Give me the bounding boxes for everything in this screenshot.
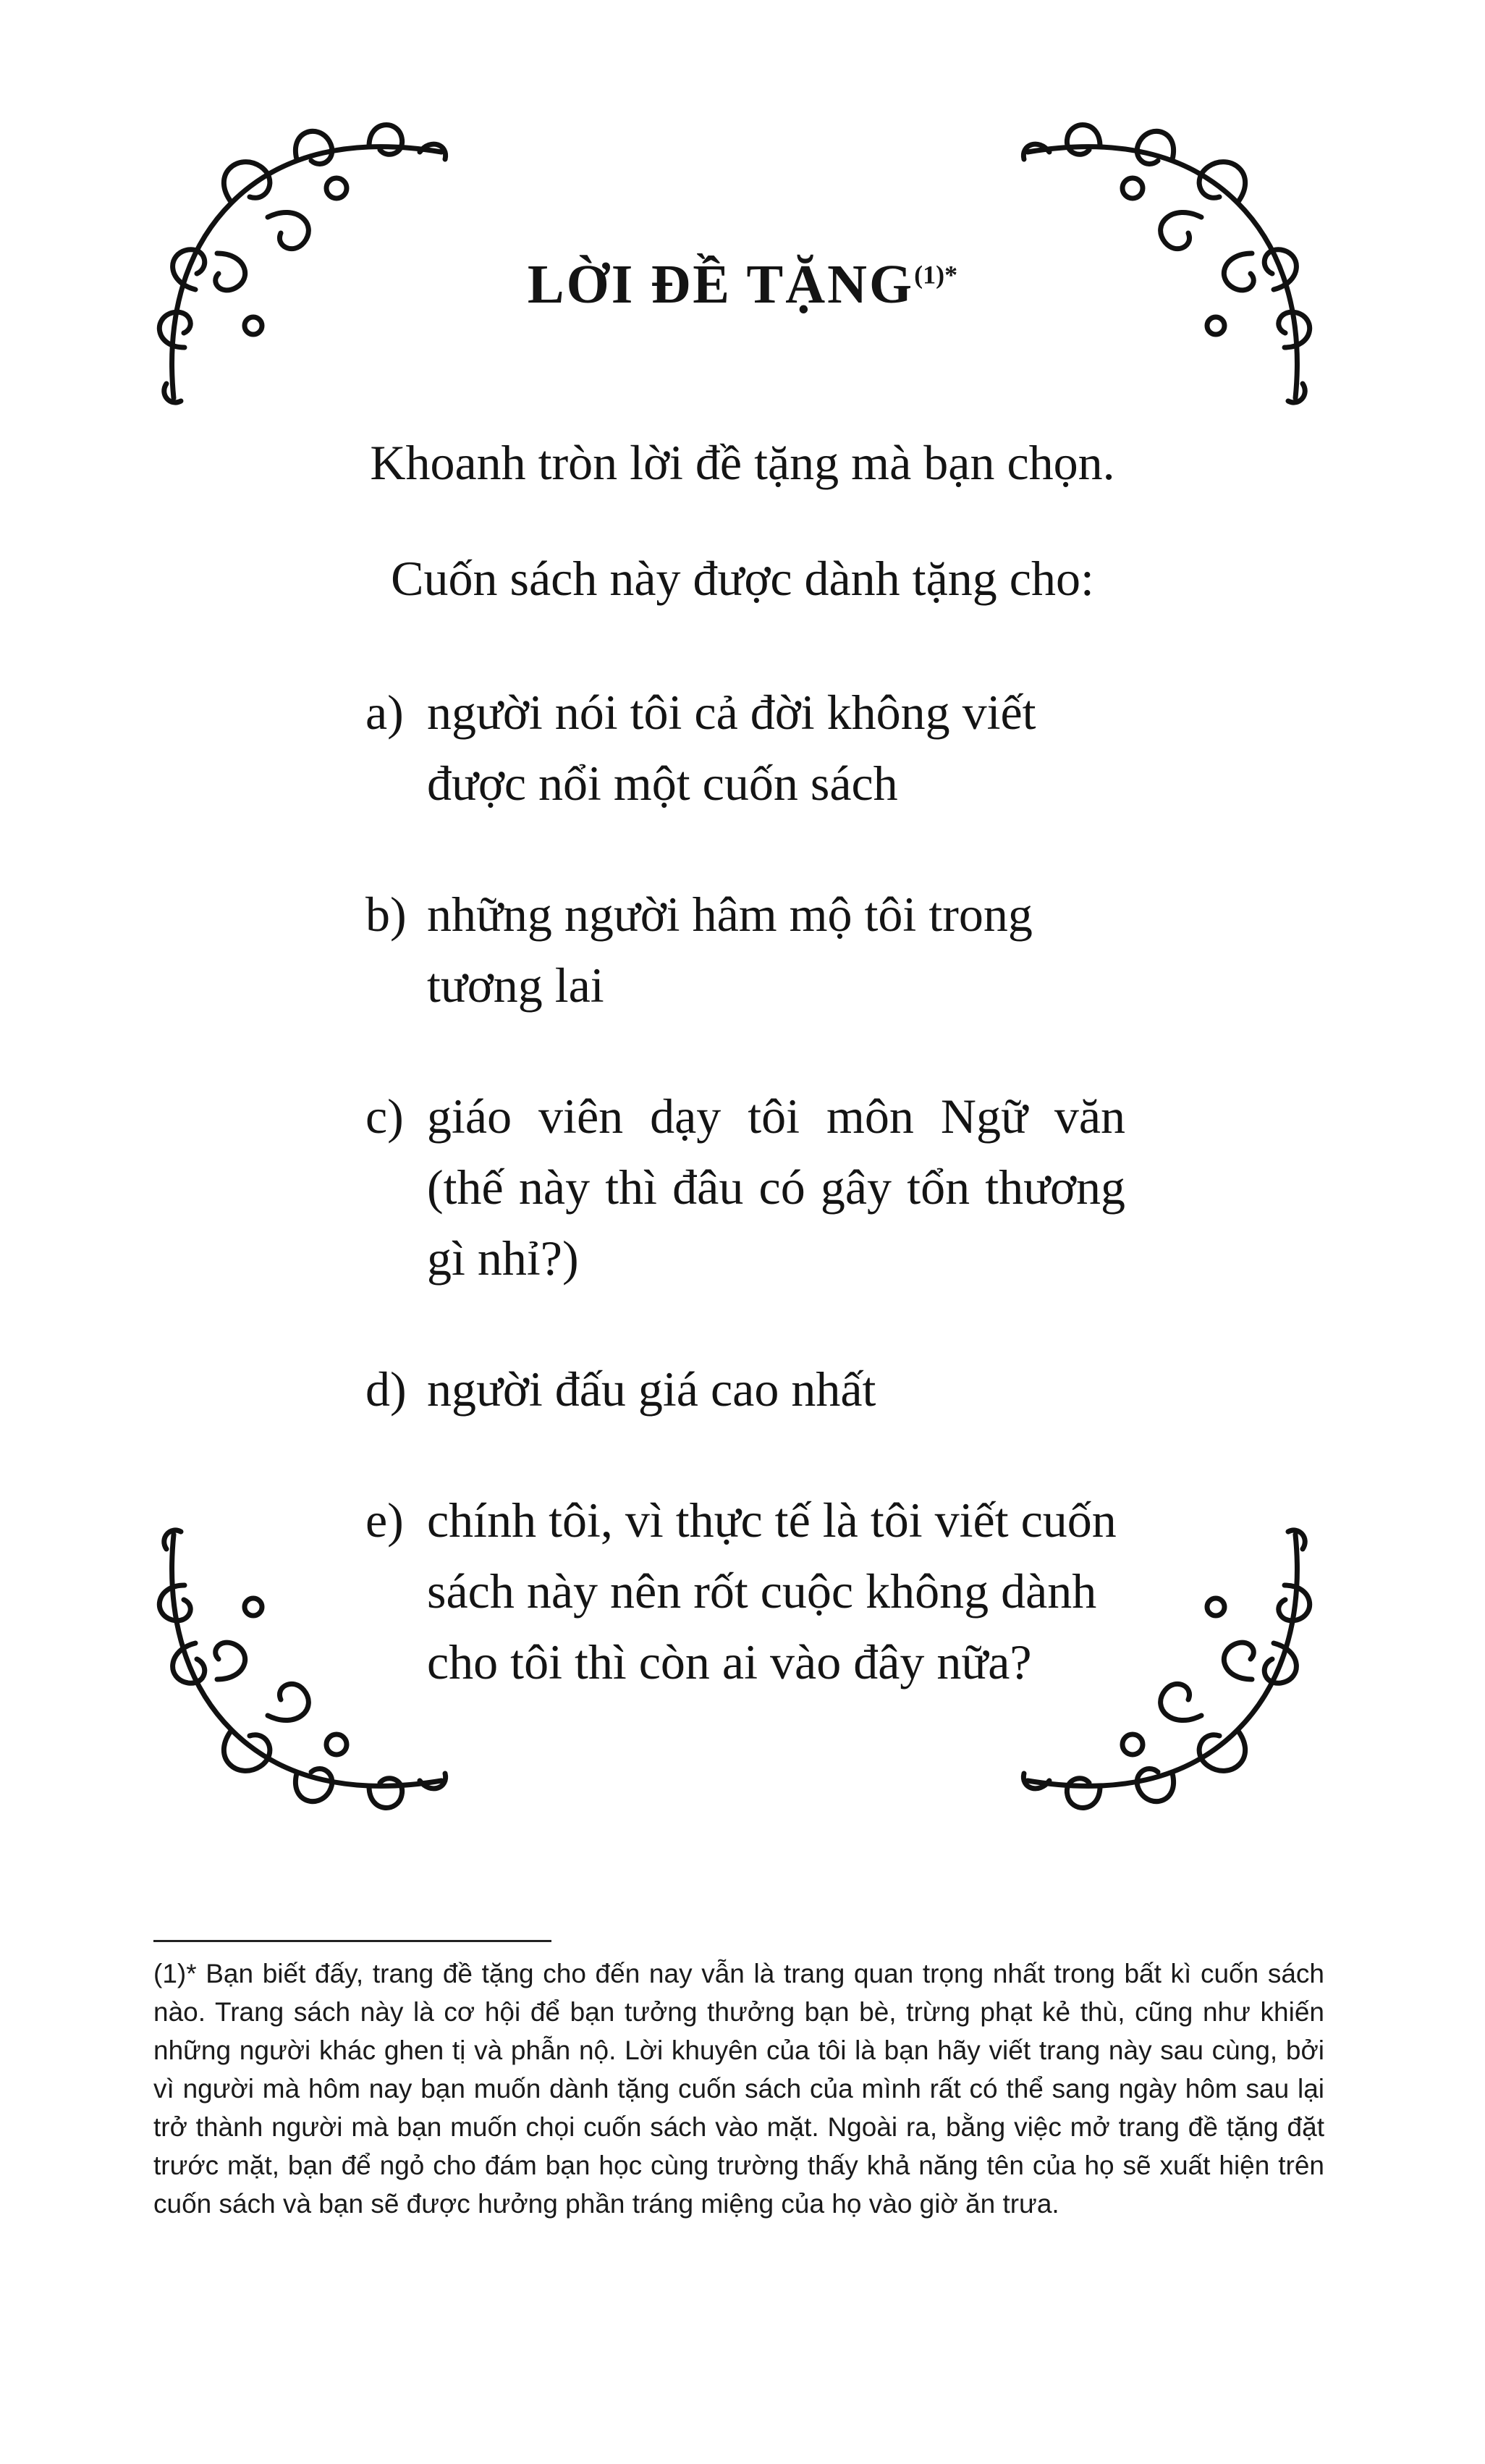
option-letter: b) (365, 887, 407, 942)
dedication-options (365, 677, 1125, 1697)
footnote-marker: (1)* (914, 260, 958, 290)
page-title-text: LỜI ĐỀ TẶNG (527, 254, 915, 315)
option-text: người nói tôi cả đời không viết được nổi một cuốn sách (427, 685, 1036, 811)
option-letter: d) (365, 1362, 407, 1417)
instruction-text: Khoanh tròn lời đề tặng mà bạn chọn. (370, 435, 1115, 490)
footnote-text: (1)* Bạn biết đấy, trang đề tặng cho đến nay vẫn là trang quan trọng nhất trong bất kì cuốn sách nào. Trang sách này là cơ hội để bạn tưởng thưởng bạn bè, trừng phạt kẻ thù, cũng như khiến những người khác ghen tị và phẫn nộ. Lời khuyên của tôi là bạn hãy viết trang này sau cùng, bởi vì người mà hôm nay bạn muốn dành tặng cuốn sách của mình rất có thể sang ngày hôm sau lại trở thành người mà bạn muốn chọi cuốn sách vào mặt. Ngoài ra, bằng việc mở trang đề tặng đặt trước mặt, bạn để ngỏ cho đám bạn học cùng trường thấy khả năng tên của họ sẽ xuất hiện trên cuốn sách và bạn sẽ được hưởng phần tráng miệng của họ vào giờ ăn trưa. (153, 1959, 1324, 2219)
option-e (365, 1485, 1125, 1697)
footnote-divider (153, 1940, 551, 1942)
option-text: những người hâm mộ tôi trong tương lai (427, 887, 1033, 1013)
option-letter: a) (365, 685, 404, 740)
option-text: giáo viên dạy tôi môn Ngữ văn (thế này thì đâu có gây tổn thương gì nhỉ?) (427, 1089, 1125, 1286)
option-text: người đấu giá cao nhất (427, 1362, 876, 1417)
option-b (365, 879, 1125, 1021)
page-title (0, 253, 1485, 316)
option-text: chính tôi, vì thực tế là tôi viết cuốn sách này nên rốt cuộc không dành cho tôi thì còn ai vào đây nữa? (427, 1493, 1117, 1689)
option-c (365, 1081, 1125, 1294)
option-letter: e) (365, 1493, 404, 1548)
dedication-lead: Cuốn sách này được dành tặng cho: (391, 551, 1094, 606)
option-letter: c) (365, 1089, 404, 1144)
option-d (365, 1354, 1125, 1425)
option-a (365, 677, 1125, 819)
